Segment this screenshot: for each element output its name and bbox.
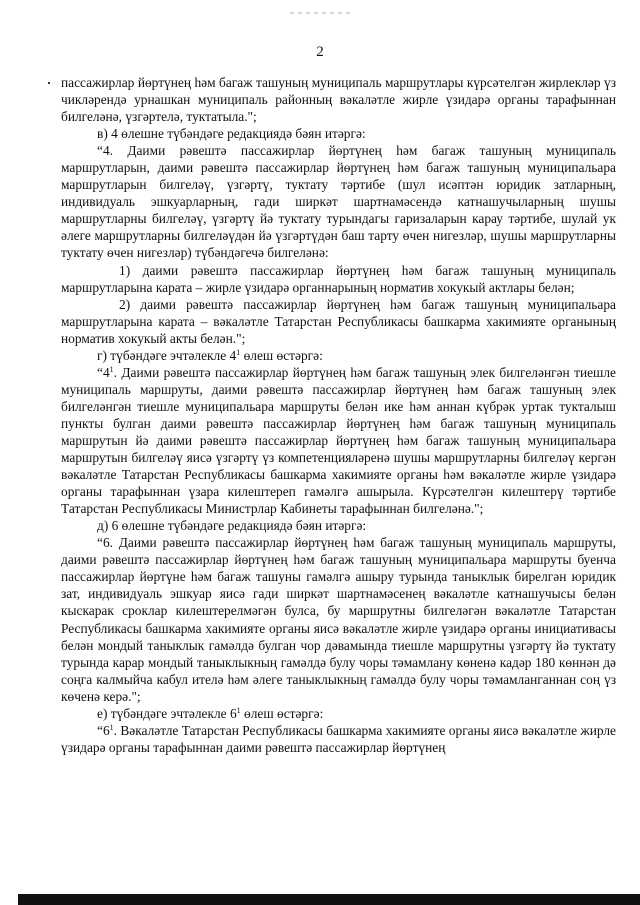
paragraph-item-v: в) 4 өлешне түбәндәге редакциядә бәян итәргә:	[97, 126, 366, 142]
item-e-suffix: өлеш өстәргә:	[240, 705, 324, 721]
page-number: 2	[316, 44, 324, 60]
item-e-text: е) түбәндәге эчтәлекле 6	[97, 705, 237, 721]
item-g-text: г) түбәндәге эчтәлекле 4	[97, 347, 237, 363]
paragraph-item-e	[61, 705, 616, 722]
part-4-1-prefix: “4	[97, 364, 110, 380]
part-6-1-prefix: “6	[97, 722, 110, 738]
scan-mark	[48, 82, 50, 84]
paragraph-continuation: пассажирлар йөртүнең һәм багаж ташуның муниципаль маршрутлары күрсәтелгән жирлекләр үз чикләрендә урнашкан муниципаль районның вәкаләтле жирле үзидарә органы тарафыннан билгеләнә, үзгәртелә, туктатыла.";	[61, 75, 616, 125]
item-g-suffix: өлеш өстәргә:	[240, 347, 323, 363]
paragraph-item-d: д) 6 өлешне түбәндәге редакциядә бәян итәргә:	[97, 518, 367, 534]
superscript: 1	[109, 364, 114, 374]
part-6-1-text: . Вәкаләтле Татарстан Республикасы башкарма хакимияте органы яисә вәкаләтле жирле үзидарә органы тарафыннан даими рәвештә пассажирлар йөртүнең	[61, 722, 617, 755]
document-body	[61, 74, 616, 756]
scan-artifact	[290, 12, 350, 14]
part-4-1-text: . Даими рәвештә пассажирлар йөртүнең һәм багаж ташуның элек билгеләнгән тиешле муниципаль маршруты, даими рәвештә пассажирлар йөртүнең һәм багаж ташуның элек билгеләнгән тиешле муниципальара маршруты белән ике һәм аннан күбрәк уртак тукталыш пункты булган даими рәвештә пассажирлар йөртүнең һәм багаж ташуның муниципаль маршрутын йә даими рәвештә пассажирлар йөртүнең һәм багаж ташуның муниципальара маршрутын билгеләү яисә үзгәртү үз компетенцияләренә шушы маршрутларны билгеләү кергән вәкаләтле Татарстан Республикасы башкарма хакимияте органы һәм вәкаләтле жирле үзидарә органы тарафыннан үзара килештереп гамәлгә ашырыла. Күрсәтелгән килештерү тәртибе Татарстан Республикасы Министрлар Кабинеты тарафыннан билгеләнә.";	[61, 364, 616, 517]
paragraph-part-4-1	[61, 364, 616, 517]
paragraph-part-6-1	[61, 722, 616, 756]
superscript: 1	[109, 722, 114, 732]
paragraph-subitem-2: 2) даими рәвештә пассажирлар йөртүнең һәм багаж ташуның муниципальара маршрутларына карата – вәкаләтле Татарстан Республикасы башкарма хакимияте органының норматив хокукый акты белән.";	[61, 296, 616, 346]
paragraph-part-4: “4. Даими рәвештә пассажирлар йөртүнең һәм багаж ташуның муниципаль маршрутларын, даими рәвештә пассажирлар йөртүнең һәм багаж ташуның муниципальара маршрутларын билгеләү, үзгәртү, туктату тәртибе (шул исәптән юридик затларның, индивидуаль эшкуарларның, гади ширкәт шартнамәсендә катнашучыларның шушы маршрутларны билгеләү, үзгәртү йә туктату турындагы гаризаларын карау тәртибе, шулай ук әлеге маршрутларны билгеләүдән йә үзгәртүдән баш тарту өчен нигезләр, шушы маршрутларны туктату өчен нигезләр) түбәндәгечә билгеләнә:	[61, 143, 616, 261]
superscript: 1	[236, 347, 241, 357]
scan-bottom-edge	[18, 894, 640, 905]
superscript: 1	[236, 705, 241, 715]
paragraph-subitem-1: 1) даими рәвештә пассажирлар йөртүнең һәм багаж ташуның муниципаль маршрутларына карата – жирле үзидарә органнарының норматив хокукый актлары белән;	[61, 262, 616, 295]
paragraph-item-g	[61, 347, 616, 364]
paragraph-part-6: “6. Даими рәвештә пассажирлар йөртүнең һәм багаж ташуның муниципаль маршруты, даими рәвештә пассажирлар йөртүнең һәм багаж ташуның муниципальара маршруты буенча пассажирлар йөртүне һәм багаж ташуны гамәлгә ашыру турында таныклык бирелгән юридик зат, индивидуаль эшкуар яисә гади ширкәт шартнамәсенең вәкаләтле катнашучысы белән кыскарак сроклар килештерелмәгән булса, бу маршрутны билгеләгән вәкаләтле Татарстан Республикасы башкарма хакимияте органы яисә вәкаләтле жирле үзидарә органы инициативасы белән мондый таныклык гамәлдә булган чор дәвамында тиешле маршрутны үзгәртү йә туктату турында карар мондый таныклыкның гамәлдә булу чоры тәмамлану көненә кадәр 180 көннән дә соңга калмыйча кабул ителә һәм әлеге таныклыкның гамәлдә булу чоры тәмамланганнан соң үз көченә керә.";	[61, 535, 616, 704]
